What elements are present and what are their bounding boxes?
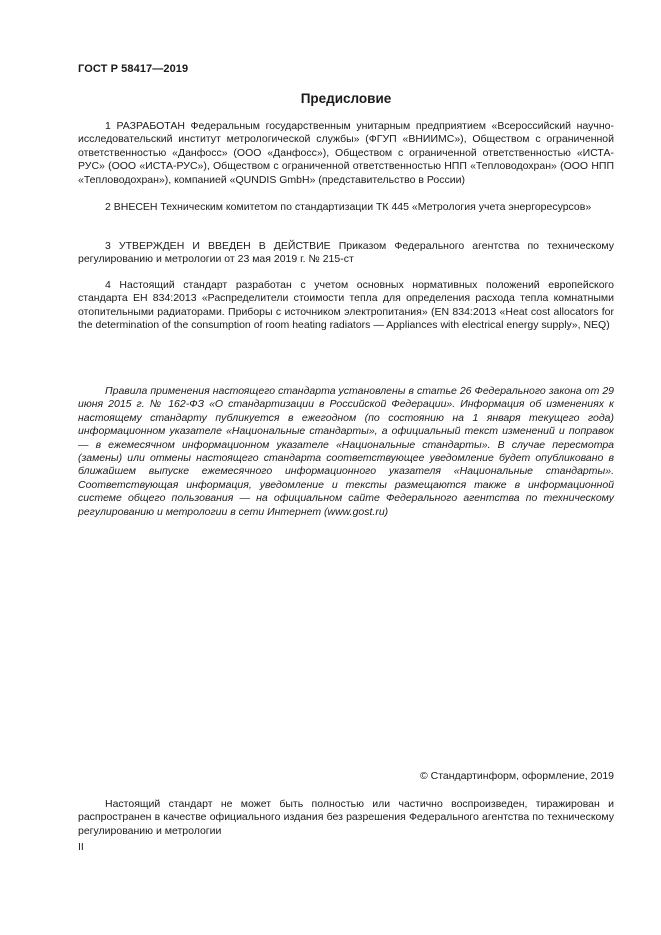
application-rules-notice: Правила применения настоящего стандарта установлены в статье 26 Федерального закона от 29 июня 2015 г. № 162-ФЗ «О стандартизации в Российской Федерации». Информация об изменениях к настоящему стандарту публикуется в ежегодном (по состоянию на 1 января текущего года) информационном указателе «Национальные стандарты», а официальный текст изменений и поправок — в ежемесячном информационном указателе «Национальные стандарты». В случае пересмотра (замены) или отмены настоящего стандарта соответствующее уведомление будет опубликовано в ближайшем выпуске ежемесячного информационного указателя «Национальные стандарты». Соответствующая информация, уведомление и тексты размещаются также в информационной системе общего пользования — на официальном сайте Федерального агентства по техническому регулированию и метрологии в сети Интернет (www.gost.ru): [78, 385, 614, 518]
reproduction-notice: Настоящий стандарт не может быть полностью или частично воспроизведен, тиражирован и распространен в качестве официального издания без разрешения Федерального агентства по техническому регулированию и метрологии: [78, 798, 614, 837]
copyright-line: © Стандартинформ, оформление, 2019: [419, 770, 614, 782]
page-number: II: [78, 841, 84, 853]
paragraph-approved: 3 УТВЕРЖДЕН И ВВЕДЕН В ДЕЙСТВИЕ Приказом Федерального агентства по техническому регулированию и метрологии от 23 мая 2019 г. № 215-ст: [78, 240, 614, 266]
page-title: Предисловие: [300, 91, 392, 106]
paragraph-introduced-by: 2 ВНЕСЕН Техническим комитетом по стандартизации ТК 445 «Метрология учета энергоресурсов»: [105, 201, 592, 213]
paragraph-developed-basis: 4 Настоящий стандарт разработан с учетом основных нормативных положений европейского стандарта ЕН 834:2013 «Распределители стоимости тепла для определения расхода тепла комнатными отопительными радиаторами. Приборы с источником электропитания» (EN 834:2013 «Heat cost allocators for the determination of the consumption of room heating radiators — Appliances with electrical energy supply», NEQ): [78, 279, 614, 332]
document-header: ГОСТ Р 58417—2019: [78, 63, 189, 75]
paragraph-developed-by: 1 РАЗРАБОТАН Федеральным государственным унитарным предприятием «Всероссийский научно-исследовательский институт метрологической службы» (ФГУП «ВНИИМС»), Обществом с ограниченной ответственностью «Данфосс» (ООО «Данфосс»), Обществом с ограниченной ответственностью «ИСТА-РУС» (ООО «ИСТА-РУС»), Обществом с ограниченной ответственностью НПП «Тепловодохран» (ООО НПП «Тепловодохран»), компанией «QUNDIS GmbH» (представительство в России): [78, 120, 614, 186]
